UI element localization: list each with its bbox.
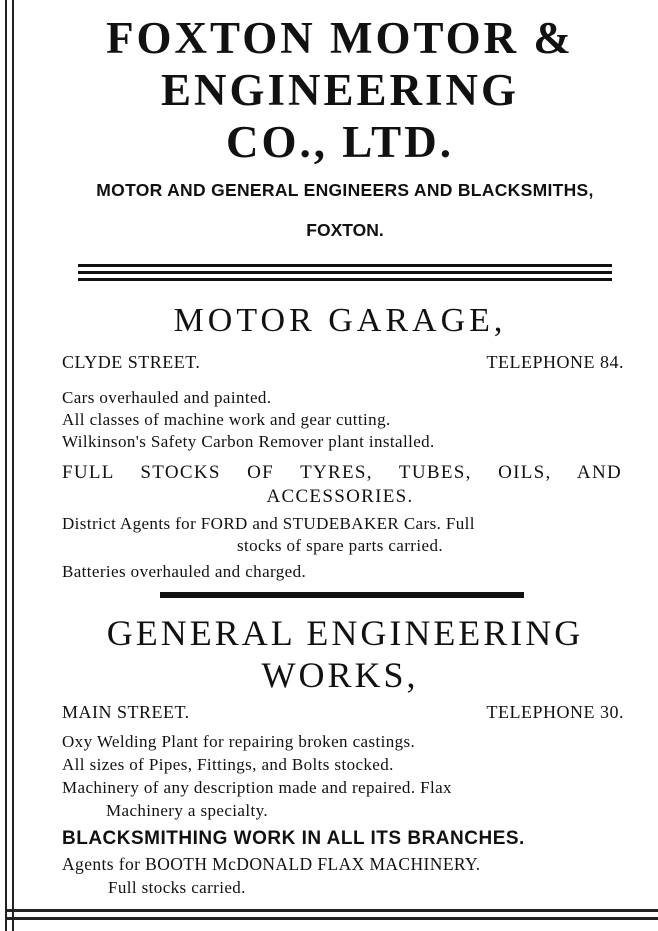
works-line: Machinery a specialty. [106,801,269,820]
works-line: All sizes of Pipes, Fittings, and Bolts stocked. [62,755,394,774]
left-border-outer [5,0,7,931]
garage-line: Wilkinson's Safety Carbon Remover plant installed. [62,432,435,451]
bottom-border-upper [5,909,658,912]
garage-line: FULL STOCKS OF TYRES, TUBES, OILS, AND [62,462,622,483]
works-line: Oxy Welding Plant for repairing broken castings. [62,732,416,751]
left-border-inner [12,0,14,931]
section-divider-thick [160,592,524,598]
works-address-row [62,702,624,723]
company-name-line-3: CO., LTD. [226,117,454,167]
garage-line: All classes of machine work and gear cutting. [62,410,391,429]
garage-street: CLYDE STREET. [62,352,201,372]
garage-line: ACCESSORIES. [266,486,414,507]
garage-line: Cars overhauled and painted. [62,388,272,407]
company-name [40,12,640,168]
company-town: FOXTON. [306,220,384,240]
garage-address-row [62,352,624,373]
works-line: Agents for BOOTH McDONALD FLAX MACHINERY. [62,854,481,874]
company-tagline: MOTOR AND GENERAL ENGINEERS AND BLACKSMITHS, [96,180,594,200]
garage-line: stocks of spare parts carried. [236,536,443,555]
works-heading-line-2: WORKS, [261,655,419,695]
section-divider-double [78,264,612,285]
bottom-border-lower [5,917,658,920]
garage-line: Batteries overhauled and charged. [62,562,307,581]
garage-heading: MOTOR GARAGE, [173,302,507,339]
garage-telephone: TELEPHONE 84. [486,352,624,372]
works-street: MAIN STREET. [62,702,190,722]
works-telephone: TELEPHONE 30. [486,702,624,722]
works-heading-line-1: GENERAL ENGINEERING [106,613,584,653]
works-line: Full stocks carried. [108,878,246,897]
company-name-line-2: ENGINEERING [160,65,520,115]
works-line-blacksmithing: BLACKSMITHING WORK IN ALL ITS BRANCHES. [62,828,525,849]
company-name-line-1: FOXTON MOTOR & [106,13,574,63]
works-line: Machinery of any description made and repaired. Flax [62,778,452,797]
garage-line: District Agents for FORD and STUDEBAKER Cars. Full [62,514,475,533]
